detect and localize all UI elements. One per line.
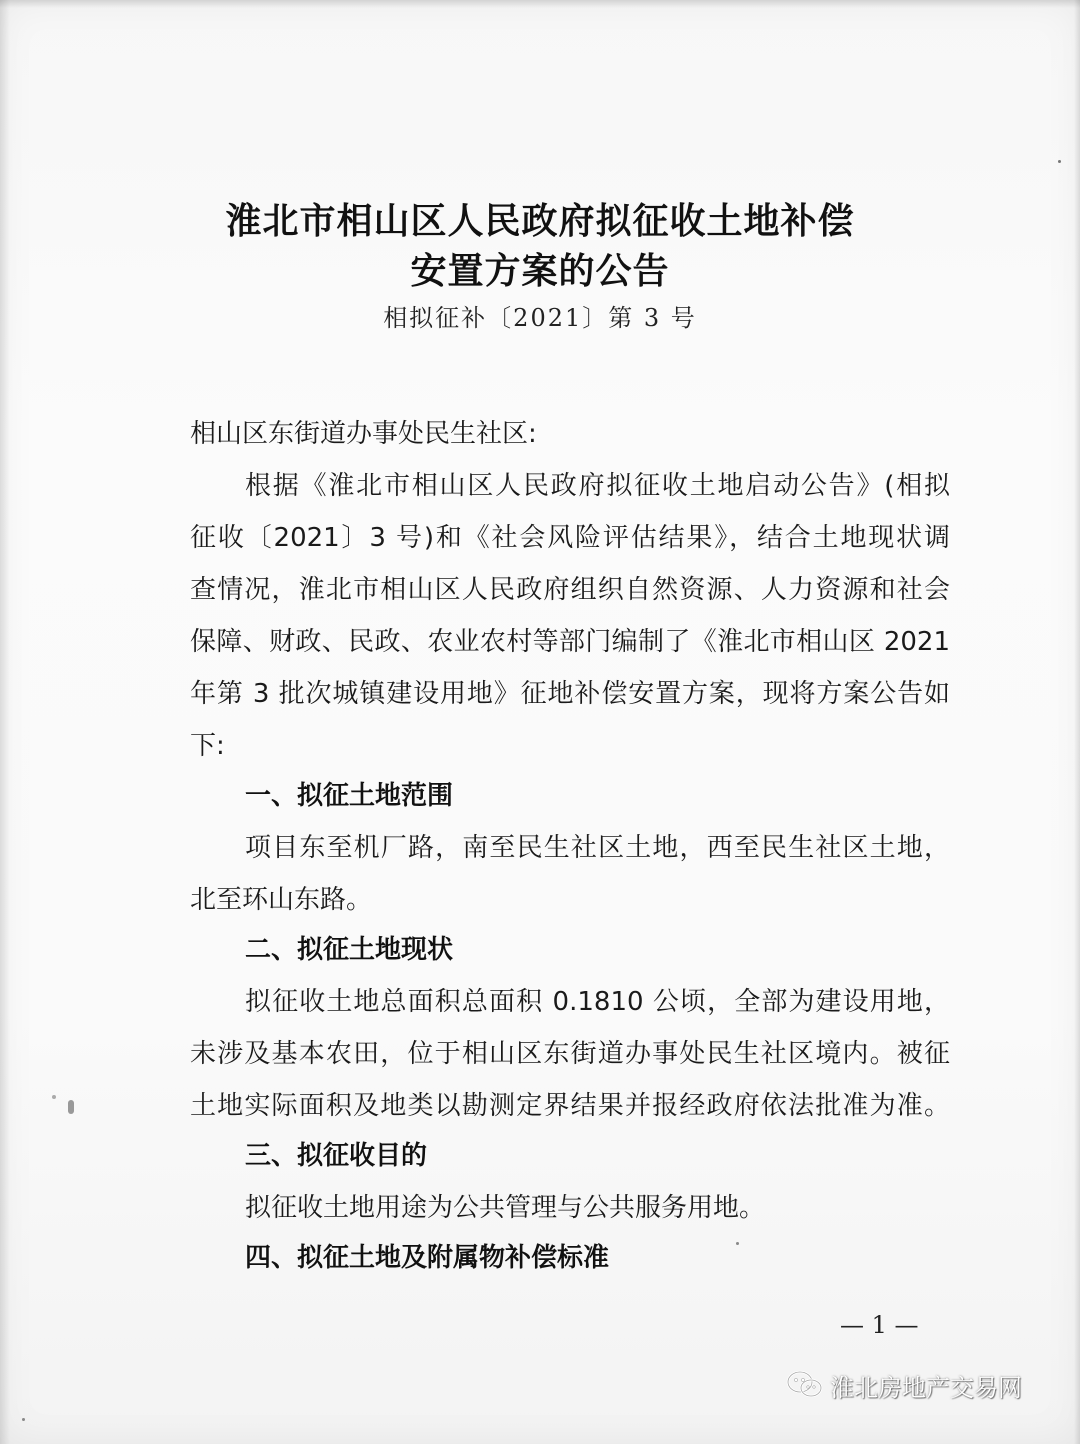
section-heading: 二、拟征土地现状 — [245, 935, 454, 965]
scan-speck — [52, 1095, 56, 1099]
scan-speck — [1058, 160, 1061, 163]
section-line: 未涉及基本农田，位于相山区东街道办事处民生社区境内。被征 — [190, 1039, 950, 1069]
intro-line: 查情况，淮北市相山区人民政府组织自然资源、人力资源和社会 — [190, 575, 950, 605]
section-line: 拟征收土地用途为公共管理与公共服务用地。 — [245, 1193, 766, 1223]
scan-speck — [68, 1100, 74, 1114]
intro-line: 年第 3 批次城镇建设用地》征地补偿安置方案，现将方案公告如 — [190, 679, 950, 709]
section-heading: 一、拟征土地范围 — [245, 781, 454, 811]
section-line: 北至环山东路。 — [190, 885, 373, 915]
section-line: 项目东至机厂路，南至民生社区土地，西至民生社区土地， — [245, 833, 950, 863]
intro-line: 根据《淮北市相山区人民政府拟征收土地启动公告》(相拟 — [245, 471, 950, 501]
scan-speck — [22, 1418, 25, 1421]
scan-shadow-top — [0, 0, 1080, 8]
document-title-line-1: 淮北市相山区人民政府拟征收土地补偿 — [225, 200, 855, 242]
intro-line: 保障、财政、民政、农业农村等部门编制了《淮北市相山区 2021 — [190, 627, 950, 657]
salutation: 相山区东街道办事处民生社区: — [190, 419, 537, 449]
document-number: 相拟征补〔2021〕第 3 号 — [383, 304, 697, 332]
scan-speck — [736, 1242, 739, 1245]
document-title-line-2: 安置方案的公告 — [410, 250, 670, 292]
section-heading: 四、拟征土地及附属物补偿标准 — [245, 1243, 610, 1273]
intro-line: 下: — [190, 731, 225, 761]
page-number: — 1 — — [840, 1311, 919, 1339]
watermark-text: 淮北房地产交易网 — [830, 1373, 1022, 1402]
section-line: 拟征收土地总面积总面积 0.1810 公顷，全部为建设用地， — [245, 987, 950, 1017]
section-heading: 三、拟征收目的 — [245, 1141, 428, 1171]
intro-line: 征收〔2021〕3 号)和《社会风险评估结果》，结合土地现状调 — [190, 523, 950, 553]
wechat-icon — [786, 1370, 824, 1400]
section-line: 土地实际面积及地类以勘测定界结果并报经政府依法批准为准。 — [190, 1091, 950, 1121]
watermark — [786, 1365, 1022, 1405]
